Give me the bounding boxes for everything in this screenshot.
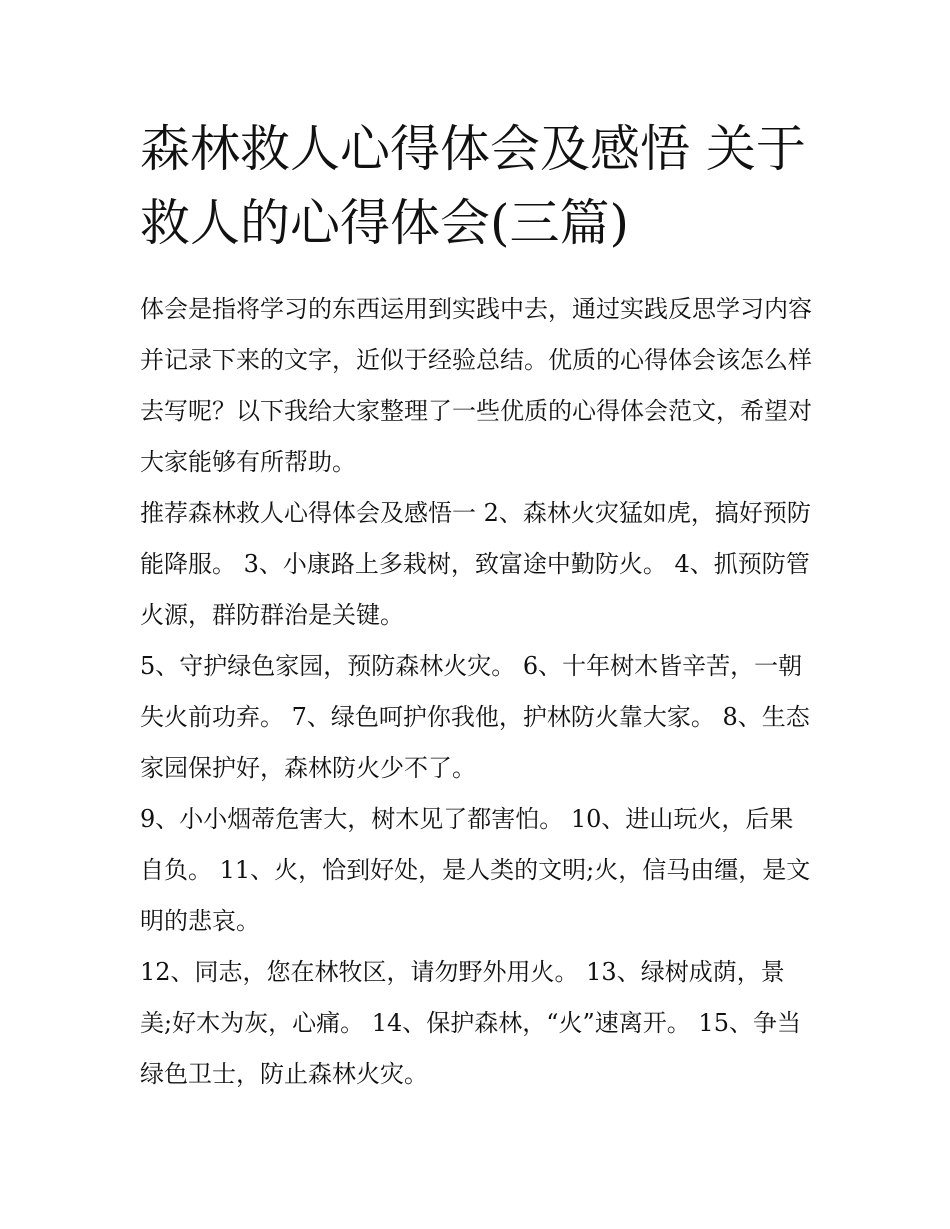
- slogan-paragraph-2: 5、守护绿色家园，预防森林火灾。 6、十年树木皆辛苦，一朝失火前功弃。 7、绿色呵护你我他，护林防火靠大家。 8、生态家园保护好，森林防火少不了。: [140, 652, 810, 782]
- slogan-paragraph-4: 12、同志，您在林牧区，请勿野外用火。 13、绿树成荫，景美;好木为灰，心痛。 14、保护森林，“火”速离开。 15、争当绿色卫士，防止森林火灾。: [140, 958, 801, 1088]
- document-title: 森林救人心得体会及感悟 关于救人的心得体会(三篇): [140, 120, 806, 252]
- document-page: [140, 112, 812, 1100]
- intro-paragraph: 体会是指将学习的东西运用到实践中去，通过实践反思学习内容并记录下来的文字，近似于经验总结。优质的心得体会该怎么样去写呢？以下我给大家整理了一些优质的心得体会范文，希望对大家能够有所帮助。: [140, 295, 812, 476]
- slogan-paragraph-3: 9、小小烟蒂危害大，树木见了都害怕。 10、进山玩火，后果自负。 11、火，恰到好处，是人类的文明;火，信马由缰，是文明的悲哀。: [140, 805, 811, 935]
- slogan-paragraph-1: 推荐森林救人心得体会及感悟一 2、森林火灾猛如虎，搞好预防能降服。 3、小康路上多栽树，致富途中勤防火。 4、抓预防管火源，群防群治是关键。: [140, 499, 811, 629]
